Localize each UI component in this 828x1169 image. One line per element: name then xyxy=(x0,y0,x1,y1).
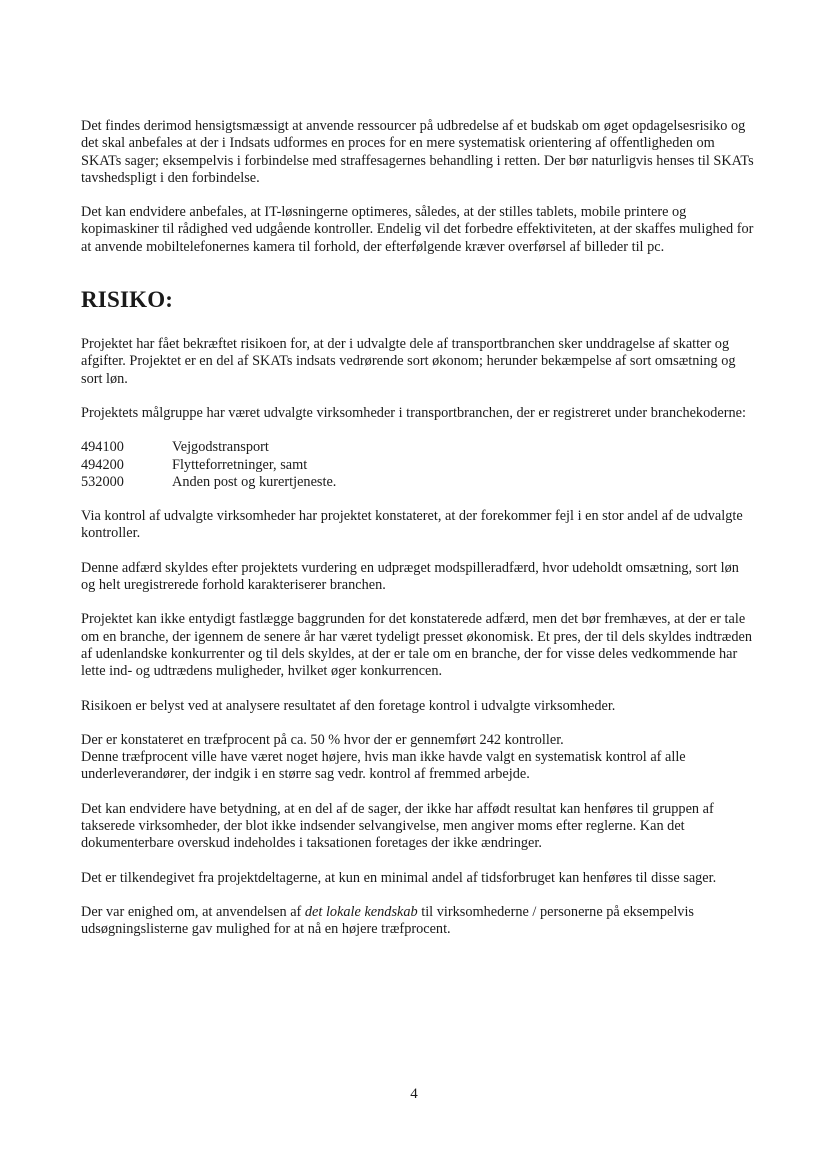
hit-rate-note: Denne træfprocent ville have været noget højere, hvis man ikke havde valgt en systematisk kontrol af alle underleverandører, der indgik i en større sag vedr. kontrol af fremmed arbejde. xyxy=(81,749,686,783)
branch-code: 532000 xyxy=(81,473,124,490)
paragraph-control-errors: Via kontrol af udvalgte virksomheder har projektet konstateret, at der forekommer fejl i en stor andel af de udvalgte kontroller. xyxy=(81,508,743,542)
paragraph-it-solutions: Det kan endvidere anbefales, at IT-løsningerne optimeres, således, at der stilles tablets, mobile printere og kopimaskiner til rådighed ved udgående kontroller. Endelig vil det forbedre effektiviteten, at der skaffes mulighed for at anvende mobiltelefonernes kamera til forhold, der efterfølgende kræver overførsel af billeder til pc. xyxy=(81,204,754,255)
branch-code-list xyxy=(81,439,756,491)
local-knowledge-before: Der var enighed om, at anvendelsen af xyxy=(81,903,305,920)
branch-code-label: Vejgodstransport xyxy=(172,439,269,456)
paragraph-analysis: Risikoen er belyst ved at analysere resultatet af den foretage kontrol i udvalgte virksomheder. xyxy=(81,697,616,714)
hit-rate-line: Der er konstateret en træfprocent på ca. 50 % hvor der er gennemført 242 kontroller. xyxy=(81,731,564,748)
section-heading-risiko: RISIKO: xyxy=(81,287,174,313)
paragraph-risk-confirmed: Projektet har fået bekræftet risikoen for, at der i udvalgte dele af transportbranchen sker unddragelse af skatter og afgifter. Projektet er en del af SKATs indsats vedrørende sort økonom; herunder bekæmpelse af sort omsætning og sort løn. xyxy=(81,336,736,387)
branch-code: 494100 xyxy=(81,439,124,456)
paragraph-time-usage: Det er tilkendegivet fra projektdeltagerne, at kun en minimal andel af tidsforbruget kan henføres til disse sager. xyxy=(81,869,717,886)
branch-code-row xyxy=(81,439,756,456)
branch-code-label: Flytteforretninger, samt xyxy=(172,456,308,473)
page-content xyxy=(81,118,756,956)
paragraph-taxation: Det kan endvidere have betydning, at en del af de sager, der ikke har affødt resultat kan henføres til gruppen af takserede virksomheder, der blot ikke indsender selvangivelse, men angiver moms efter reglerne. Kan det dokumenterbare overskud indeholdes i taksationen foretages der ikke ændringer. xyxy=(81,800,714,852)
paragraph-target-group: Projektets målgruppe har været udvalgte virksomheder i transportbranchen, der er registreret under branchekoderne: xyxy=(81,404,746,421)
local-knowledge-after: til virksomhederne / personerne på eksempelvis udsøgningslisterne gav mulighed for at nå en højere træfprocent. xyxy=(81,903,694,938)
branch-code-row xyxy=(81,457,756,474)
branch-code-label: Anden post og kurertjeneste. xyxy=(172,473,337,490)
paragraph-background: Projektet kan ikke entydigt fastlægge baggrunden for det konstaterede adfærd, men det bør fremhæves, at der er tale om en branche, der igennem de senere år har været tydeligt presset økonomisk. Et pres, der til dels skyldes indtræden af udenlandske konkurrenter og til dels skyldes, at der er tale om en branche, der for visse deles vedkommende har lette ind- og udtrædens muligheder, hvilket øger konkurrencen. xyxy=(81,611,752,680)
page-number: 4 xyxy=(410,1086,418,1102)
paragraph-awareness: Det findes derimod hensigtsmæssigt at anvende ressourcer på udbredelse af et budskab om øget opdagelsesrisiko og det skal anbefales at der i Indsats udformes en proces for en mere systematisk orientering af offentligheden om SKATs sager; eksempelvis i forbindelse med straffesagernes behandling i retten. Der bør naturligvis henses til SKATs tavshedspligt i den forbindelse. xyxy=(81,118,754,186)
paragraph-hit-rate xyxy=(81,732,756,784)
local-knowledge-emphasis: det lokale kendskab xyxy=(304,903,418,920)
paragraph-local-knowledge xyxy=(81,904,756,939)
branch-code: 494200 xyxy=(81,456,124,473)
branch-code-row xyxy=(81,474,756,491)
paragraph-behaviour: Denne adfærd skyldes efter projektets vurdering en udpræget modspilleradfærd, hvor udeholdt omsætning, sort løn og helt uregistrerede forhold karakteriserer branchen. xyxy=(81,559,739,594)
